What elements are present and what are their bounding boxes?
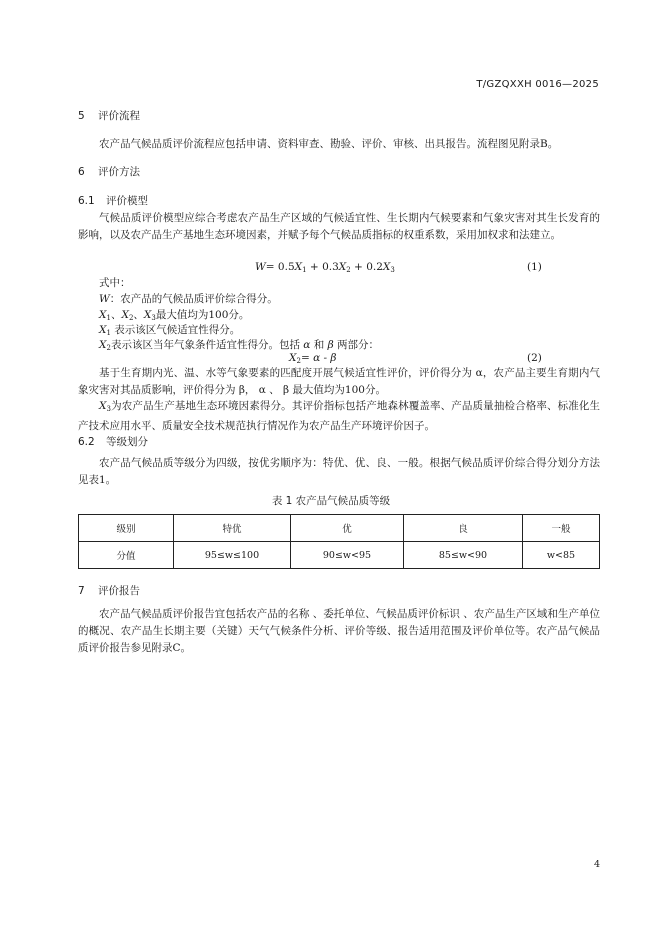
section-title: 评价报告	[98, 585, 140, 597]
standard-number: T/GZQXXH 0016—2025	[476, 79, 599, 90]
section-number: 6.1	[78, 195, 95, 207]
where-label: 式中：	[99, 277, 131, 289]
section-5-heading	[78, 108, 140, 123]
table-cell: 一般	[523, 515, 600, 542]
section-6-2-heading	[78, 434, 148, 449]
table-cell: 优	[291, 515, 404, 542]
section-number: 6	[78, 166, 85, 178]
x2-definition: $X_2$表示该区当年气象条件适宜性得分。包括 α 和 β 两部分：	[99, 339, 379, 352]
x3-definition: $X_3$为农产品生产基地生态环境因素得分。其评价指标包括产地森林覆盖率、产品质量抽检合格率、标准化生产技术应用水平、质量安全技术规范执行情况作为农产品生产环境评价因子。	[78, 400, 600, 432]
table-header-row	[79, 515, 600, 542]
section-title: 等级划分	[106, 436, 148, 448]
section-7-heading	[78, 583, 140, 598]
section-6-heading	[78, 164, 140, 179]
table-cell: 85≤w<90	[404, 542, 523, 569]
x-max-definition: $X_1$、$X_2$、$X_3$最大值均为100分。	[99, 309, 250, 322]
section-number: 6.2	[78, 436, 95, 448]
section-6-2-paragraph: 农产品气候品质等级分为四级，按优劣顺序为：特优、优、良、一般。根据气候品质评价综合得分划分方法见表1。	[78, 457, 600, 486]
table-cell: 95≤w≤100	[174, 542, 291, 569]
section-7-paragraph: 农产品气候品质评价报告宜包括农产品的名称 、委托单位、气候品质评价标识 、农产品生产区域和生产单位的概况、农产品生长期主要（关键）天气气候条件分析、评价等级、报告适用范围及评价单位等。农产品气候品质评价报告参见附录C。	[78, 608, 600, 654]
table-cell: 分值	[79, 542, 174, 569]
header-rule	[78, 96, 600, 97]
section-number: 5	[78, 110, 85, 122]
alpha-beta-paragraph: 基于生育期内光、温、水等气象要素的匹配度开展气候适宜性评价，评价得分为 α，农产品主要生育期内气象灾害对其品质影响，评价得分为 β， α 、 β 最大值均为100分。	[78, 367, 600, 396]
page-number: 4	[593, 859, 600, 870]
formula-1-number: (1)	[527, 261, 542, 273]
formula-1: $W= 0.5X_1 + 0.3X_2 + 0.2X_3$	[255, 261, 395, 274]
section-6-1-heading	[78, 193, 148, 208]
section-title: 评价模型	[106, 195, 148, 207]
table-cell: 良	[404, 515, 523, 542]
section-title: 评价方法	[98, 166, 140, 178]
section-5-paragraph: 农产品气候品质评价流程应包括申请、资料审查、勘验、评价、审核、出具报告。流程图见附录B。	[99, 138, 559, 150]
table-cell: 90≤w<95	[291, 542, 404, 569]
section-number: 7	[78, 585, 85, 597]
w-definition: W：农产品的气候品质评价综合得分。	[99, 293, 278, 305]
table-row	[79, 542, 600, 569]
table-1-caption: 表 1 农产品气候品质等级	[271, 495, 391, 507]
x1-definition: $X_1$ 表示该区气候适宜性得分。	[99, 324, 241, 337]
formula-2-number: (2)	[527, 352, 542, 364]
table-cell: 特优	[174, 515, 291, 542]
grade-table	[78, 514, 600, 569]
table-cell: w<85	[523, 542, 600, 569]
formula-2: $X_2= \alpha - \beta$	[289, 352, 337, 365]
section-title: 评价流程	[98, 110, 140, 122]
section-6-1-paragraph: 气候品质评价模型应综合考虑农产品生产区域的气候适宜性、生长期内气候要素和气象灾害对其生长发育的影响，以及农产品生产基地生态环境因素，并赋予每个气候品质指标的权重系数，采用加权求和法建立。	[78, 212, 600, 241]
table-cell: 级别	[79, 515, 174, 542]
